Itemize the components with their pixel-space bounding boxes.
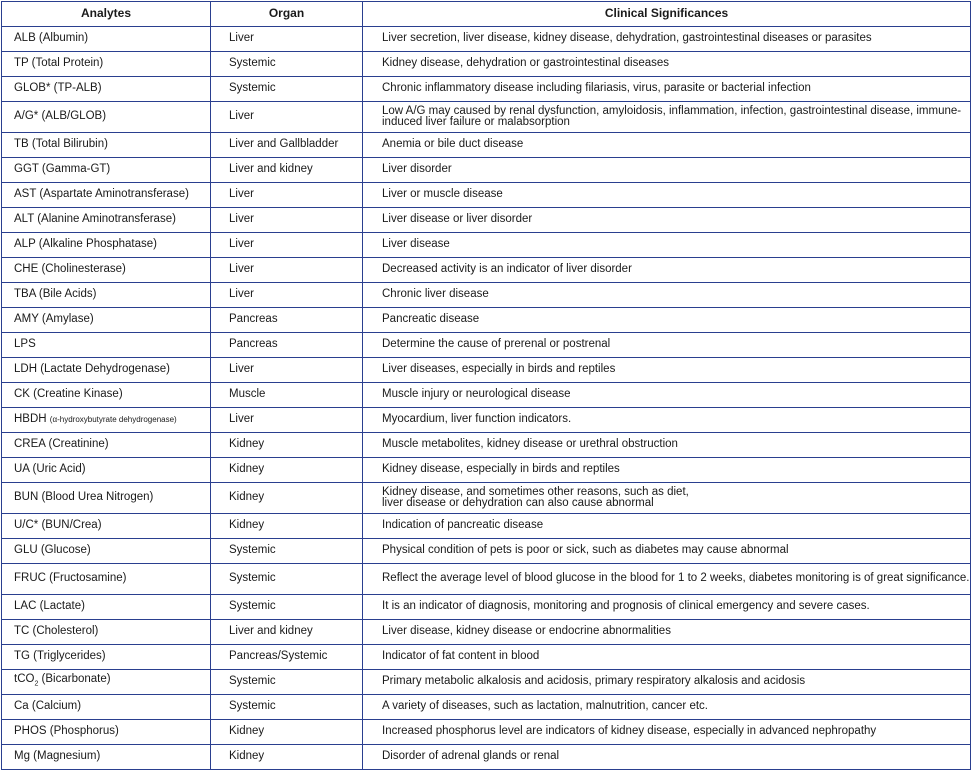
organ-cell: Muscle [211, 383, 363, 408]
table-row [2, 595, 971, 620]
significance-cell: Decreased activity is an indicator of liver disorder [363, 258, 971, 283]
analyte-cell: TB (Total Bilirubin) [2, 133, 211, 158]
table-row [2, 308, 971, 333]
significance-cell: Reflect the average level of blood glucose in the blood for 1 to 2 weeks, diabetes monitoring is of great significance. [363, 564, 971, 595]
analyte-cell: TG (Triglycerides) [2, 645, 211, 670]
table-row [2, 458, 971, 483]
table-row [2, 52, 971, 77]
table-row [2, 620, 971, 645]
significance-cell: Indication of pancreatic disease [363, 514, 971, 539]
analytes-table [1, 1, 971, 770]
table-row [2, 158, 971, 183]
significance-cell: Chronic inflammatory disease including filariasis, virus, parasite or bacterial infection [363, 77, 971, 102]
analyte-cell: LDH (Lactate Dehydrogenase) [2, 358, 211, 383]
organ-cell: Pancreas [211, 308, 363, 333]
significance-cell: Determine the cause of prerenal or postrenal [363, 333, 971, 358]
organ-cell: Kidney [211, 745, 363, 770]
organ-cell: Liver and Gallbladder [211, 133, 363, 158]
organ-cell: Systemic [211, 52, 363, 77]
significance-cell: A variety of diseases, such as lactation, malnutrition, cancer etc. [363, 695, 971, 720]
organ-cell: Systemic [211, 564, 363, 595]
organ-cell: Kidney [211, 433, 363, 458]
table-row [2, 483, 971, 514]
significance-cell: Liver or muscle disease [363, 183, 971, 208]
table-row [2, 102, 971, 133]
significance-cell: Liver disease [363, 233, 971, 258]
analyte-cell [2, 408, 211, 433]
organ-cell: Kidney [211, 720, 363, 745]
organ-cell: Systemic [211, 77, 363, 102]
significance-cell: Chronic liver disease [363, 283, 971, 308]
significance-cell: Physical condition of pets is poor or sick, such as diabetes may cause abnormal [363, 539, 971, 564]
analyte-cell: Ca (Calcium) [2, 695, 211, 720]
analyte-cell: ALB (Albumin) [2, 27, 211, 52]
analyte-cell [2, 670, 211, 695]
header-organ: Organ [211, 2, 363, 27]
significance-cell: Liver disease or liver disorder [363, 208, 971, 233]
table-row [2, 539, 971, 564]
analyte-cell: A/G* (ALB/GLOB) [2, 102, 211, 133]
significance-line: Kidney disease, and sometimes other reasons, such as diet, [382, 485, 689, 498]
table-row [2, 433, 971, 458]
significance-cell: Kidney disease, especially in birds and reptiles [363, 458, 971, 483]
header-analytes: Analytes [2, 2, 211, 27]
significance-cell: Muscle injury or neurological disease [363, 383, 971, 408]
analyte-cell: GGT (Gamma-GT) [2, 158, 211, 183]
analyte-cell: AST (Aspartate Aminotransferase) [2, 183, 211, 208]
analyte-cell: GLOB* (TP-ALB) [2, 77, 211, 102]
significance-cell: Liver diseases, especially in birds and reptiles [363, 358, 971, 383]
organ-cell: Liver [211, 358, 363, 383]
table-row [2, 670, 971, 695]
analyte-cell: LAC (Lactate) [2, 595, 211, 620]
analyte-cell: Mg (Magnesium) [2, 745, 211, 770]
significance-cell: Liver disease, kidney disease or endocrine abnormalities [363, 620, 971, 645]
table-row [2, 133, 971, 158]
organ-cell: Liver [211, 283, 363, 308]
significance-cell: Muscle metabolites, kidney disease or urethral obstruction [363, 433, 971, 458]
header-clinical-significances: Clinical Significances [363, 2, 971, 27]
table-row [2, 233, 971, 258]
table-row [2, 77, 971, 102]
analyte-cell: LPS [2, 333, 211, 358]
organ-cell: Liver [211, 102, 363, 133]
significance-cell [363, 483, 971, 514]
significance-cell: Kidney disease, dehydration or gastrointestinal diseases [363, 52, 971, 77]
organ-cell: Liver and kidney [211, 620, 363, 645]
analyte-cell: GLU (Glucose) [2, 539, 211, 564]
table-row [2, 208, 971, 233]
analyte-cell: U/C* (BUN/Crea) [2, 514, 211, 539]
analyte-abbrev: HBDH [14, 413, 47, 426]
table-row [2, 745, 971, 770]
significance-cell: Primary metabolic alkalosis and acidosis, primary respiratory alkalosis and acidosis [363, 670, 971, 695]
analyte-full-name: (Bicarbonate) [38, 673, 111, 686]
table-row [2, 358, 971, 383]
organ-cell: Systemic [211, 539, 363, 564]
organ-cell: Systemic [211, 670, 363, 695]
significance-cell: Myocardium, liver function indicators. [363, 408, 971, 433]
analyte-cell: PHOS (Phosphorus) [2, 720, 211, 745]
table-row [2, 564, 971, 595]
analyte-cell: FRUC (Fructosamine) [2, 564, 211, 595]
significance-cell: Pancreatic disease [363, 308, 971, 333]
table-header-row [2, 2, 971, 27]
significance-cell: Liver secretion, liver disease, kidney disease, dehydration, gastrointestinal diseases or parasites [363, 27, 971, 52]
table-row [2, 183, 971, 208]
organ-cell: Pancreas [211, 333, 363, 358]
organ-cell: Liver [211, 208, 363, 233]
table-row [2, 514, 971, 539]
analyte-cell: TBA (Bile Acids) [2, 283, 211, 308]
analyte-cell: CREA (Creatinine) [2, 433, 211, 458]
analyte-cell: ALT (Alanine Aminotransferase) [2, 208, 211, 233]
table-row [2, 720, 971, 745]
analyte-abbrev: tCO [14, 673, 35, 686]
organ-cell: Liver [211, 233, 363, 258]
organ-cell: Liver [211, 408, 363, 433]
significance-cell: Low A/G may caused by renal dysfunction, amyloidosis, inflammation, infection, gastrointestinal disease, immune-induced liver failure or malabsorption [363, 102, 971, 133]
significance-cell: Disorder of adrenal glands or renal [363, 745, 971, 770]
analyte-cell: UA (Uric Acid) [2, 458, 211, 483]
organ-cell: Kidney [211, 458, 363, 483]
significance-line: liver disease or dehydration can also cause abnormal [382, 497, 654, 509]
analyte-cell: TC (Cholesterol) [2, 620, 211, 645]
table-row [2, 645, 971, 670]
organ-cell: Systemic [211, 595, 363, 620]
analyte-cell: CHE (Cholinesterase) [2, 258, 211, 283]
organ-cell: Kidney [211, 514, 363, 539]
organ-cell: Liver [211, 183, 363, 208]
analyte-cell: BUN (Blood Urea Nitrogen) [2, 483, 211, 514]
organ-cell: Liver [211, 258, 363, 283]
significance-cell: Increased phosphorus level are indicators of kidney disease, especially in advanced nephropathy [363, 720, 971, 745]
table-row [2, 383, 971, 408]
analyte-cell: AMY (Amylase) [2, 308, 211, 333]
organ-cell: Liver [211, 27, 363, 52]
significance-cell: Indicator of fat content in blood [363, 645, 971, 670]
significance-cell: It is an indicator of diagnosis, monitoring and prognosis of clinical emergency and severe cases. [363, 595, 971, 620]
table-row [2, 283, 971, 308]
organ-cell: Systemic [211, 695, 363, 720]
subscript: 2 [34, 680, 39, 688]
table-row [2, 258, 971, 283]
organ-cell: Kidney [211, 483, 363, 514]
table-row [2, 27, 971, 52]
analyte-cell: CK (Creatine Kinase) [2, 383, 211, 408]
analyte-full-name: (α-hydroxybutyrate dehydrogenase) [49, 415, 177, 425]
significance-cell: Liver disorder [363, 158, 971, 183]
organ-cell: Liver and kidney [211, 158, 363, 183]
table-row [2, 408, 971, 433]
analyte-cell: ALP (Alkaline Phosphatase) [2, 233, 211, 258]
analyte-cell: TP (Total Protein) [2, 52, 211, 77]
significance-cell: Anemia or bile duct disease [363, 133, 971, 158]
table-row [2, 695, 971, 720]
organ-cell: Pancreas/Systemic [211, 645, 363, 670]
table-row [2, 333, 971, 358]
